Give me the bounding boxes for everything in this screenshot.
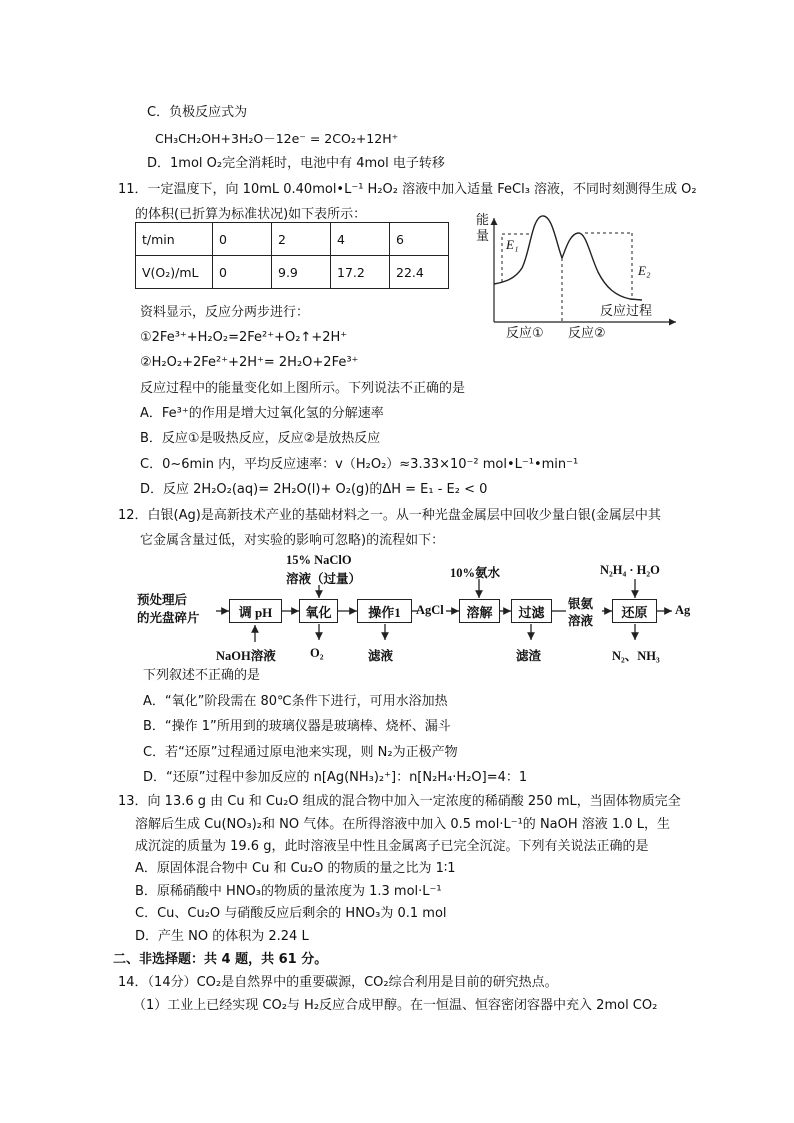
table-cell: V(O₂)/mL — [136, 256, 213, 289]
q13-option-c: C．Cu、Cu₂O 与硝酸反应后剩余的 HNO₃为 0.1 mol — [135, 906, 447, 921]
q11-info: 资料显示，反应分两步进行： — [140, 305, 310, 320]
graph-x-label: 反应过程 — [600, 304, 653, 319]
flow-filtrate: 滤液 — [368, 649, 394, 663]
q11-option-a: A．Fe³⁺的作用是增大过氧化氢的分解速率 — [140, 406, 384, 421]
q11-step1: ①2Fe³⁺+H₂O₂=2Fe²⁺+O₂↑+2H⁺ — [140, 330, 348, 345]
flow-o2: O₂ — [310, 646, 324, 660]
q11-option-c: C．0~6min 内，平均反应速率：v（H₂O₂）≈3.33×10⁻² mol•L⁻¹•min⁻¹ — [140, 457, 579, 472]
table-cell: 17.2 — [331, 256, 390, 289]
flow-hydrazine: N₂H₄ · H₂O — [600, 563, 660, 577]
flow-residue: 滤渣 — [516, 649, 542, 663]
q11-option-d: D．反应 2H₂O₂(aq)= 2H₂O(l)+ O₂(g)的ΔH = E₁ - E₂ < 0 — [140, 482, 488, 497]
flow-start-line1: 预处理后 — [137, 593, 188, 607]
flow-naclo-line1: 15% NaClO — [286, 553, 352, 567]
flow-naclo-line2: 溶液（过量） — [286, 572, 362, 586]
graph-e2-label: E₂ — [638, 263, 651, 278]
flow-box-oxidize: 氧化 — [299, 599, 338, 623]
flow-naoh: NaOH溶液 — [216, 649, 276, 663]
q13-option-d: D．产生 NO 的体积为 2.24 L — [135, 929, 309, 944]
q13-stem-line1: 13．向 13.6 g 由 Cu 和 Cu₂O 组成的混合物中加入一定浓度的稀硝酸 250 mL，当固体物质完全 — [118, 794, 681, 809]
q14-part1: （1）工业上已经实现 CO₂与 H₂反应合成甲醇。在一恒温、恒容密闭容器中充入 2mol CO₂ — [133, 998, 658, 1013]
q11-stem-line1: 11．一定温度下，向 10mL 0.40mol•L⁻¹ H₂O₂ 溶液中加入适量 FeCl₃ 溶液，不同时刻测得生成 O₂ — [118, 182, 697, 197]
q12-option-d: D．“还原”过程中参加反应的 n[Ag(NH₃)₂⁺]：n[N₂H₄·H₂O]=4：1 — [143, 770, 528, 785]
table-cell: 0 — [213, 223, 272, 256]
q12-option-a: A．“氧化”阶段需在 80℃条件下进行，可用水浴加热 — [143, 694, 448, 709]
q12-option-c: C．若“还原”过程通过原电池来实现，则 N₂为正极产物 — [143, 745, 458, 760]
q13-stem-line2: 溶解后生成 Cu(NO₃)₂和 NO 气体。在所得溶液中加入 0.5 mol·L⁻¹的 NaOH 溶液 1.0 L，生 — [135, 817, 670, 832]
graph-step2-label: 反应② — [568, 326, 606, 341]
q13-option-a: A．原固体混合物中 Cu 和 Cu₂O 的物质的量之比为 1∶1 — [135, 861, 456, 876]
flow-box-operation1: 操作1 — [357, 599, 412, 623]
table-cell: t/min — [136, 223, 213, 256]
q10-option-c: C．负极反应式为 — [147, 105, 248, 120]
q11-question: 反应过程中的能量变化如上图所示。下列说法不正确的是 — [140, 381, 466, 396]
table-cell: 4 — [331, 223, 390, 256]
flow-box-adjust-ph: 调 pH — [229, 599, 282, 623]
flow-agcl: AgCl — [416, 603, 444, 617]
q11-step2: ②H₂O₂+2Fe²⁺+2H⁺= 2H₂O+2Fe³⁺ — [140, 355, 359, 370]
q14-stem: 14．（14分）CO₂是自然界中的重要碳源，CO₂综合利用是目前的研究热点。 — [118, 975, 558, 990]
table-cell: 2 — [272, 223, 331, 256]
flow-box-dissolve: 溶解 — [459, 599, 500, 623]
flow-start-line2: 的光盘碎片 — [137, 611, 200, 625]
table-cell: 22.4 — [390, 256, 449, 289]
q12-stem-line1: 12．白银(Ag)是高新技术产业的基础材料之一。从一种光盘金属层中回收少量白银(金属层中其 — [118, 508, 661, 523]
graph-y-label-1: 能 — [476, 213, 490, 228]
graph-e1-label: E₁ — [506, 237, 519, 252]
flow-gases: N₂、NH₃ — [612, 649, 660, 663]
flow-silver-line1: 银氨 — [568, 597, 594, 611]
q12-option-b: B．“操作 1”所用到的玻璃仪器是玻璃棒、烧杯、漏斗 — [143, 719, 451, 734]
table-cell: 0 — [213, 256, 272, 289]
q11-option-b: B．反应①是吸热反应，反应②是放热反应 — [140, 431, 381, 446]
q10-option-c-equation: CH₃CH₂OH+3H₂O－12e⁻ = 2CO₂+12H⁺ — [155, 131, 399, 146]
table-cell: 9.9 — [272, 256, 331, 289]
q11-stem-line2: 的体积(已折算为标准状况)如下表所示： — [135, 207, 367, 222]
q12-question: 下列叙述不正确的是 — [143, 668, 261, 683]
q10-option-d: D．1mol O₂完全消耗时，电池中有 4mol 电子转移 — [147, 156, 445, 171]
flow-box-reduce: 还原 — [612, 599, 657, 623]
q13-option-b: B．原稀硝酸中 HNO₃的物质的量浓度为 1.3 mol·L⁻¹ — [135, 884, 442, 899]
flow-silver-line2: 溶液 — [568, 614, 594, 628]
q12-stem-line2: 它金属含量过低，对实验的影响可忽略)的流程如下： — [140, 533, 445, 548]
flow-box-filter: 过滤 — [511, 599, 552, 623]
section-title: 二、非选择题：共 4 题，共 61 分。 — [113, 952, 328, 967]
graph-y-label-2: 量 — [476, 229, 490, 244]
table-cell: 6 — [390, 223, 449, 256]
q13-stem-line3: 成沉淀的质量为 19.6 g，此时溶液呈中性且金属离子已完全沉淀。下列有关说法正确的是 — [135, 839, 649, 854]
flow-product-ag: Ag — [675, 603, 691, 617]
flow-ammonia: 10%氨水 — [450, 566, 501, 580]
graph-step1-label: 反应① — [506, 326, 544, 341]
